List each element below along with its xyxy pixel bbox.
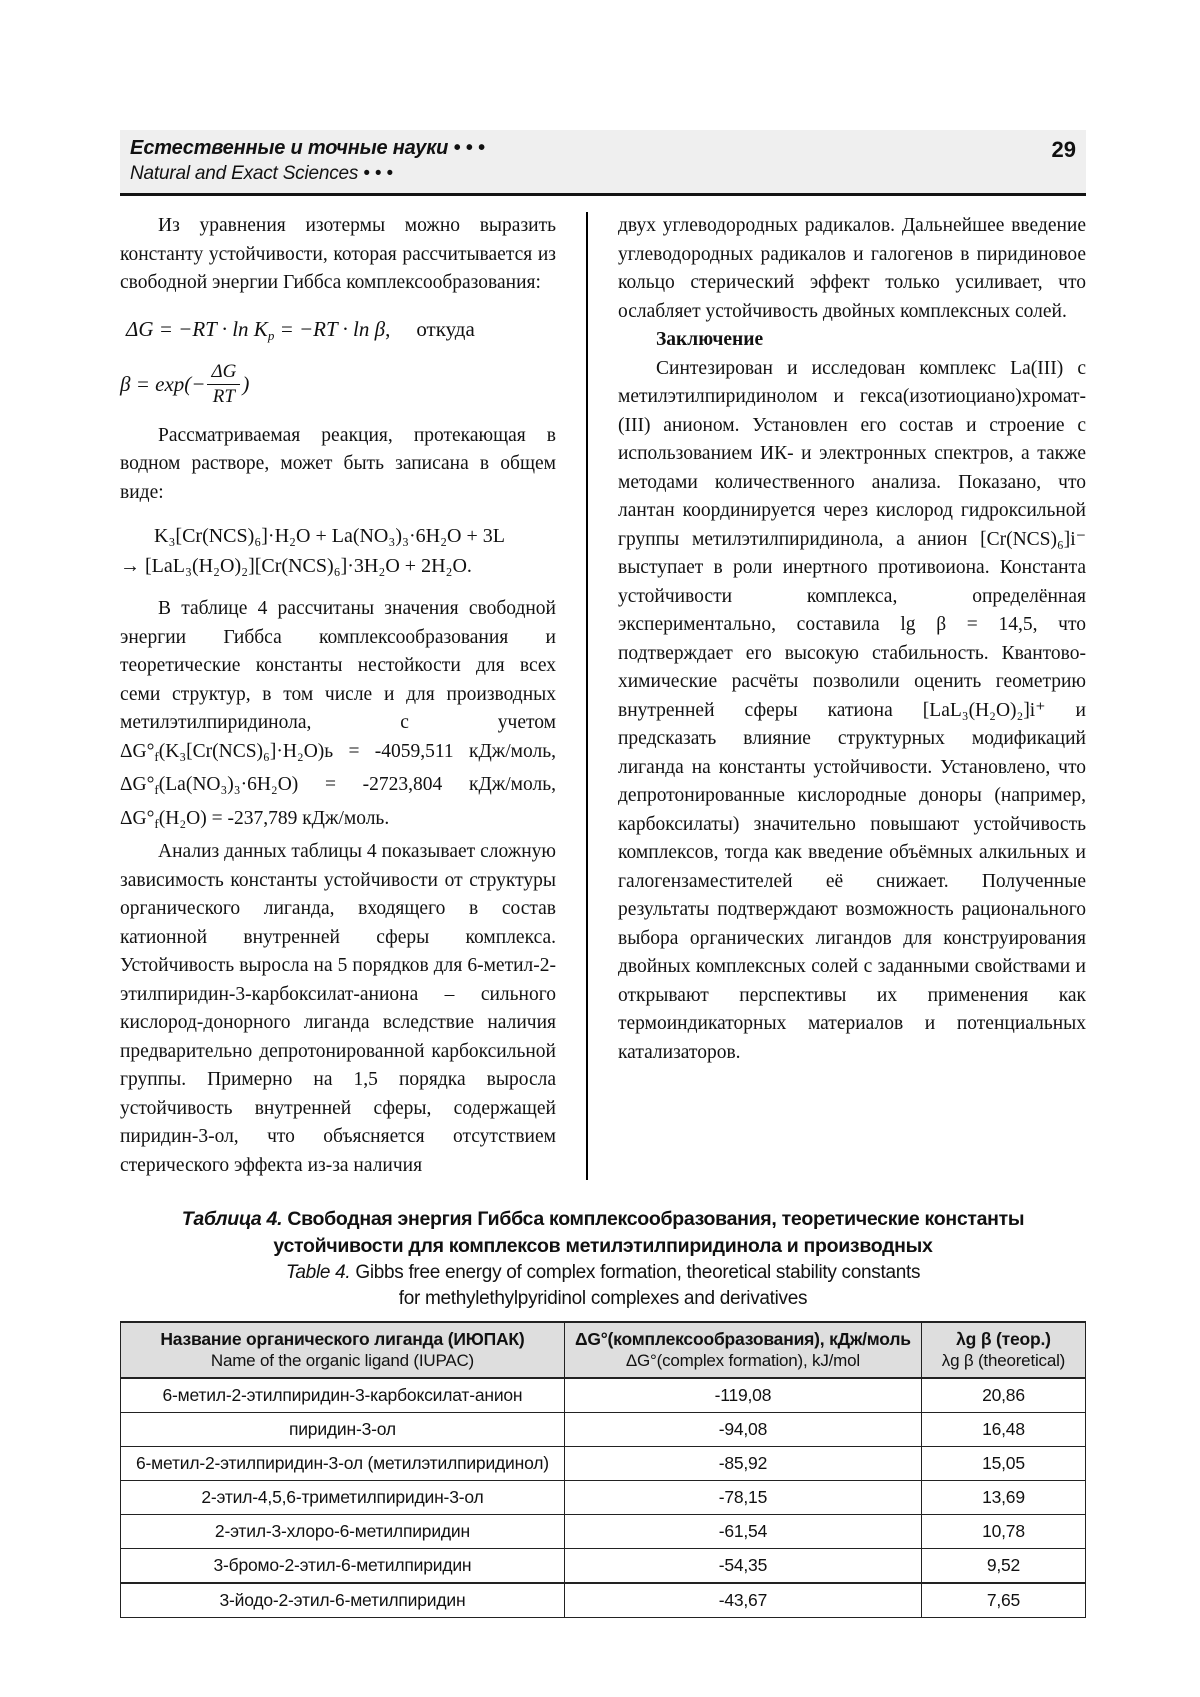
header-row <box>121 1322 1086 1378</box>
caption-ru-label: Таблица 4. <box>181 1208 283 1230</box>
cell-lgbeta: 7,65 <box>921 1583 1085 1618</box>
fraction-numerator: ΔG <box>207 361 240 385</box>
fraction <box>207 361 240 408</box>
text-segment: В таблице 4 рассчитаны значения свободной энергии Гиббса комплексообразования и теоретические константы нестойкости для всех семи структур, в том числе и для производных метилэтилпиридинола, с учетом ΔG° <box>120 598 556 762</box>
caption-en-line2: for methylethylpyridinol complexes and derivatives <box>398 1288 808 1309</box>
gibbs-formula <box>126 314 556 351</box>
running-head-titles <box>130 135 485 187</box>
formula-part: , <box>385 316 391 341</box>
cell-gibbs: -43,67 <box>564 1583 921 1618</box>
table-row <box>121 1378 1086 1413</box>
header-gibbs <box>564 1322 921 1378</box>
paragraph <box>120 595 556 838</box>
page-number: 29 <box>1051 137 1076 162</box>
results-table-head <box>121 1322 1086 1378</box>
table-row <box>121 1413 1086 1447</box>
subscript-f: f <box>154 782 159 797</box>
table-row <box>121 1515 1086 1549</box>
cell-gibbs: -85,92 <box>564 1447 921 1481</box>
header-lgbeta-ru: λg β (теор.) <box>956 1329 1051 1349</box>
cell-lgbeta: 13,69 <box>921 1481 1085 1515</box>
header-gibbs-ru: ΔG°(комплексообразования), кДж/моль <box>574 1329 911 1349</box>
page-content <box>120 130 1086 1618</box>
table-row <box>121 1447 1086 1481</box>
right-column <box>586 212 1086 1180</box>
caption-ru-line2: устойчивости для комплексов метилэтилпиридинола и производных <box>273 1235 933 1257</box>
caption-en-text: Gibbs free energy of complex formation, theoretical stability constants <box>350 1262 921 1283</box>
two-column-body <box>120 212 1086 1180</box>
paragraph: Анализ данных таблицы 4 показывает сложную зависимость константы устойчивости от структуры органического лиганда, входящего в состав катионной внутренней сферы комплекса. Устойчивость выросла на 5 порядков для 6-метил-2-этилпиридин-3-карбоксилат-аниона – сильного кислород-донорного лиганда вследствие наличия предварительно депротонированной карбоксильной группы. Примерно на 1,5 порядка выросла устойчивость внутренней сферы, содержащей пиридин-3-ол, что объясняется отсутствием стерического эффекта из-за наличия <box>120 841 556 1176</box>
cell-lgbeta: 16,48 <box>921 1413 1085 1447</box>
cell-lgbeta: 20,86 <box>921 1378 1085 1413</box>
cell-gibbs: -119,08 <box>564 1378 921 1413</box>
cell-ligand: 2-этил-4,5,6-триметилпиридин-3-ол <box>121 1481 565 1515</box>
caption-en-label: Table 4. <box>285 1262 351 1283</box>
cell-ligand: 3-бромо-2-этил-6-метилпиридин <box>121 1549 565 1584</box>
table-row <box>121 1481 1086 1515</box>
formula-part: ΔG = −RT · ln K <box>126 316 268 341</box>
header-ligand <box>121 1322 565 1378</box>
cell-gibbs: -78,15 <box>564 1481 921 1515</box>
caption-en-line1 <box>120 1260 1086 1286</box>
cell-lgbeta: 10,78 <box>921 1515 1085 1549</box>
table-row <box>121 1583 1086 1618</box>
paragraph: Из уравнения изотермы можно выразить константу устойчивости, которая рассчитывается из свободной энергии Гиббса комплексообразования: <box>120 215 556 293</box>
paragraph: Рассматриваемая реакция, протекающая в водном растворе, может быть записана в общем виде: <box>120 424 556 503</box>
chemical-equation <box>120 521 556 581</box>
chemical-equation-line2: → [LaL₃(H₂O)₂][Cr(NCS)₆]·3H₂O + 2H₂O. <box>120 555 472 577</box>
section-title-en: Natural and Exact Sciences • • • <box>130 163 393 184</box>
text-segment: (K₃[Cr(NCS)₆]·H₂O)ь = -4059,511 кДж/моль, ΔG° <box>120 740 556 795</box>
chemical-equation-line1: K₃[Cr(NCS)₆]·H₂O + La(NO₃)₃·6H₂O + 3L <box>154 525 505 547</box>
formula-part: = −RT · ln β <box>274 316 386 341</box>
results-table-body <box>121 1378 1086 1618</box>
cell-ligand: 6-метил-2-этилпиридин-3-карбоксилат-анион <box>121 1378 565 1413</box>
cell-ligand: 3-йодо-2-этил-6-метилпиридин <box>121 1583 565 1618</box>
cell-lgbeta: 9,52 <box>921 1549 1085 1584</box>
formula-part: β = exp(− <box>120 372 206 396</box>
cell-gibbs: -61,54 <box>564 1515 921 1549</box>
formula-tail: откуда <box>416 316 475 341</box>
formula-subscript: p <box>267 327 275 343</box>
table-caption <box>120 1206 1086 1312</box>
paragraph: двух углеводородных радикалов. Дальнейшее введение углеводородных радикалов и галогенов в пиридиновое кольцо стерический эффект только усиливает, что ослабляет устойчивость двойных комплексных солей. <box>618 215 1086 322</box>
beta-formula <box>120 361 556 408</box>
subscript-f: f <box>154 815 159 831</box>
caption-ru-line1 <box>120 1206 1086 1233</box>
subscript-f: f <box>154 748 159 764</box>
text-segment: (La(NO₃)₃·6H₂O) = -2723,804 кДж/моль, ΔG° <box>120 774 556 829</box>
section-title-ru: Естественные и точные науки • • • <box>130 137 485 159</box>
cell-ligand: 6-метил-2-этилпиридин-3-ол (метилэтилпиридинол) <box>121 1447 565 1481</box>
cell-gibbs: -94,08 <box>564 1413 921 1447</box>
header-ligand-ru: Название органического лиганда (ИЮПАК) <box>160 1329 525 1349</box>
cell-lgbeta: 15,05 <box>921 1447 1085 1481</box>
cell-gibbs: -54,35 <box>564 1549 921 1584</box>
results-table <box>120 1321 1086 1618</box>
table-row <box>121 1549 1086 1584</box>
cell-ligand: пиридин-3-ол <box>121 1413 565 1447</box>
conclusion-heading: Заключение <box>656 329 764 350</box>
header-lgbeta <box>921 1322 1085 1378</box>
header-lgbeta-en: λg β (theoretical) <box>941 1351 1066 1370</box>
cell-ligand: 2-этил-3-хлоро-6-метилпиридин <box>121 1515 565 1549</box>
fraction-denominator: RT <box>212 385 235 407</box>
caption-ru-text: Свободная энергия Гиббса комплексообразования, теоретические константы <box>282 1208 1025 1230</box>
paragraph: Синтезирован и исследован комплекс La(III) с метилэтилпиридинолом и гекса(изотиоциано)хромат-(III) анионом. Установлен его состав и строение с использованием ИК- и электронных спектров, а также методами количественного анализа. Показано, что лантан координируется через кислород гидроксильной группы метилэтилпиридинола, а анион [Cr(NCS)₆]i⁻ выступает в роли инертного противоиона. Константа устойчивости комплекса, определённая экспериментально, составила lg β = 14,5, что подтверждает его высокую стабильность. Квантово-химические расчёты позволили оценить геометрию внутренней сферы катиона [LaL₃(H₂O)₂]i⁺ и предсказать влияние структурных модификаций лиганда на константы устойчивости. Установлено, что депротонированные кислородные доноры (например, карбоксилаты) значительно повышают устойчивость комплексов, тогда как введение объёмных алкильных и галогензаместителей её снижает. Полученные результаты подтверждают возможность рационального выбора органических лигандов для конструирования двойных комплексных солей с заданными свойствами и открывают перспективы их применения как термоиндикаторных материалов и потенциальных катализаторов. <box>618 357 1086 1063</box>
formula-part: ) <box>242 372 250 396</box>
text-segment: (H₂O) = -237,789 кДж/моль. <box>158 807 390 829</box>
left-column <box>120 212 556 1180</box>
header-gibbs-en: ΔG°(complex formation), kJ/mol <box>625 1351 860 1370</box>
running-head <box>120 130 1086 196</box>
header-ligand-en: Name of the organic ligand (IUPAC) <box>210 1351 474 1370</box>
